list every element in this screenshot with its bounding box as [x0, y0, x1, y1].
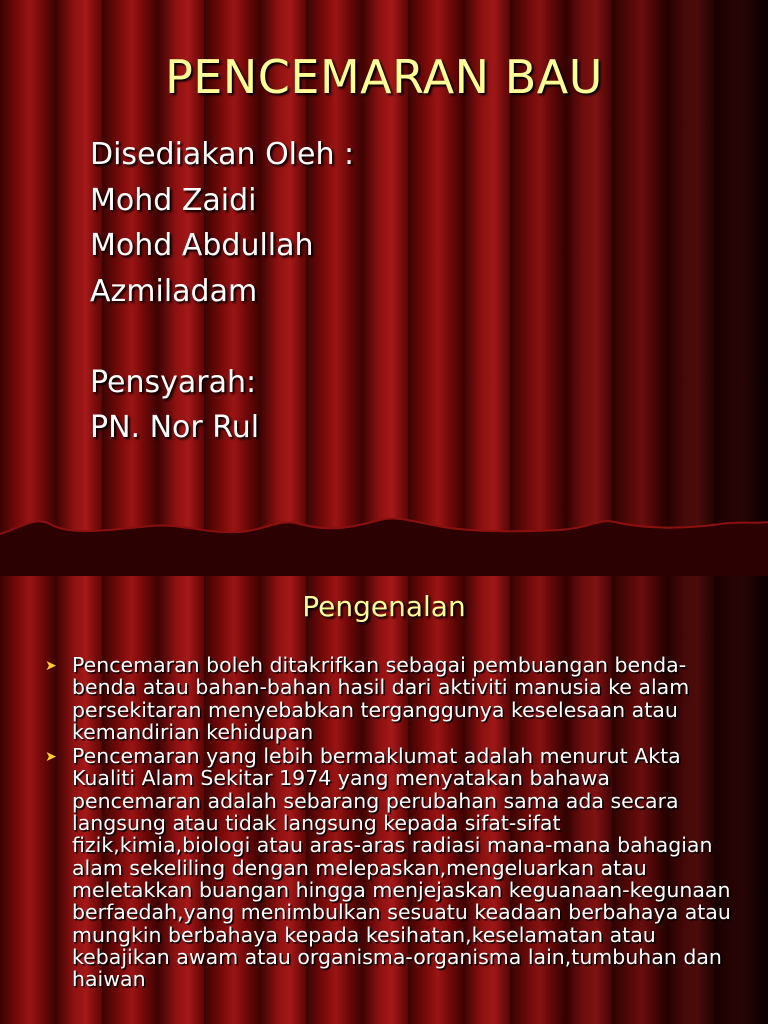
list-item	[45, 654, 735, 743]
curtain-hem-decoration	[0, 506, 768, 576]
section-title: Pengenalan	[302, 590, 466, 623]
list-item	[45, 745, 735, 990]
author-name: Mohd Abdullah	[90, 228, 314, 263]
lecturer-heading: Pensyarah:	[90, 364, 257, 400]
author-name: Azmiladam	[90, 273, 258, 309]
arrow-bullet-icon: ➤	[45, 658, 57, 674]
lecturer-name: PN. Nor Rul	[90, 410, 260, 445]
bullet-list	[45, 654, 735, 992]
content-slide	[0, 576, 768, 1024]
bullet-text: Pencemaran boleh ditakrifkan sebagai pembuangan benda-benda atau bahan-bahan hasil dari aktiviti manusia ke alam persekitaran menyebabkan terganggunya keselesaan atau kemandirian kehidupan	[72, 653, 690, 744]
arrow-bullet-icon: ➤	[45, 749, 57, 766]
credits-heading: Disediakan Oleh :	[90, 137, 355, 172]
spacer-line	[90, 314, 354, 360]
bullet-text: Pencemaran yang lebih bermaklumat adalah menurut Akta Kualiti Alam Sekitar 1974 yang menyatakan bahawa pencemaran adalah sebarang perubahan sama ada secara langsung atau tidak langsung kepada sifat-sifat fizik,kimia,biologi atau aras-aras radiasi mana-mana bahagian alam sekeliling dengan melepaskan,mengeluarkan atau meletakkan buangan hingga menjejaskan keguanaan-kegunaan berfaedah,yang menimbulkan sesuatu keadaan berbahaya atau mungkin berbahaya kepada kesihatan,keselamatan atau kebajikan awam atau organisma-organisma lain,tumbuhan dan haiwan	[72, 744, 731, 992]
slide-title: PENCEMARAN BAU	[165, 50, 603, 104]
credits-block	[90, 132, 354, 451]
author-name: Mohd Zaidi	[90, 182, 257, 218]
